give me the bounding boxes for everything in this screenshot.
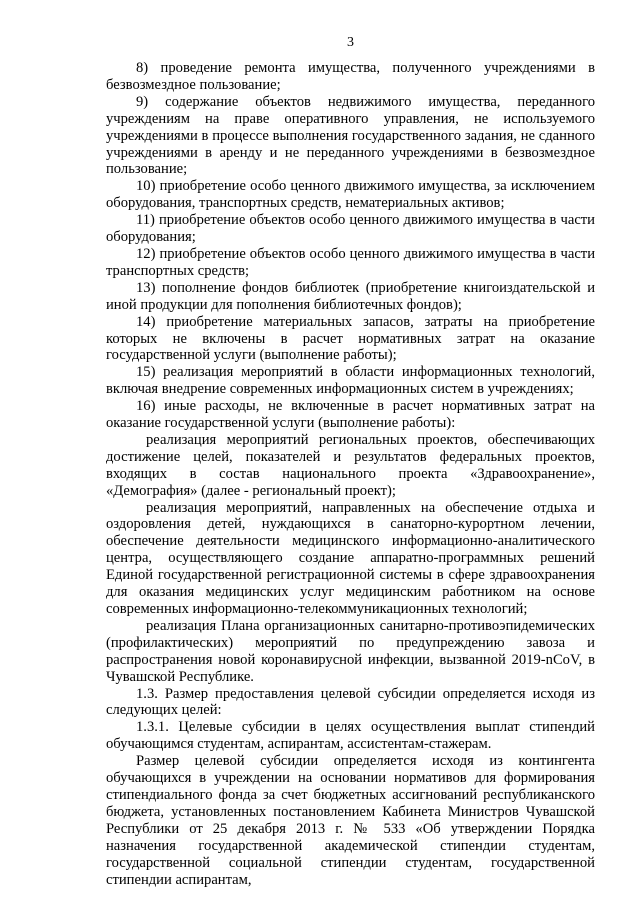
paragraph: 13) пополнение фондов библиотек (приобретение книгоиздательской и иной продукции для пополнения библиотечных фондов); — [106, 279, 595, 313]
paragraph: 1.3. Размер предоставления целевой субсидии определяется исходя из следующих целей: — [106, 685, 595, 719]
paragraph: 1.3.1. Целевые субсидии в целях осуществления выплат стипендий обучающимся студентам, аспирантам, ассистентам-стажерам. — [106, 719, 595, 753]
paragraph: 10) приобретение особо ценного движимого имущества, за исключением оборудования, транспортных средств, нематериальных активов; — [106, 178, 595, 212]
paragraph: 12) приобретение объектов особо ценного движимого имущества в части транспортных средств; — [106, 245, 595, 279]
paragraph: 16) иные расходы, не включенные в расчет нормативных затрат на оказание государственной услуги (выполнение работы): — [106, 398, 595, 432]
paragraph: Размер целевой субсидии определяется исходя из контингента обучающихся в учреждении на основании нормативов для формирования стипендиального фонда за счет бюджетных ассигнований республиканского бюджета, установленных постановлением Кабинета Министров Чувашской Республики от 25 декабря 2013 г. № 533 «Об утверждении Порядка назначения государственной академической стипендии студентам, государственной социальной стипендии студентам, государственной стипендии аспирантам, — [106, 753, 595, 888]
document-body — [106, 60, 595, 888]
paragraph: 8) проведение ремонта имущества, полученного учреждениями в безвозмездное пользование; — [106, 60, 595, 93]
paragraph: 15) реализация мероприятий в области информационных технологий, включая внедрение современных информационных систем в учреждениях; — [106, 364, 595, 398]
paragraph: реализация мероприятий, направленных на обеспечение отдыха и оздоровления детей, нуждающихся в санаторно-курортном лечении, обеспечение деятельности медицинского информационно-аналитического центра, осуществляющего создание аппаратно-программных решений Единой государственной регистрационной системы в сфере здравоохранения для оказания медицинских услуг медицинским работником на основе современных информационно-телекоммуникационных технологий; — [106, 499, 595, 617]
paragraph: реализация Плана организационных санитарно-противоэпидемических (профилактических) мероприятий по предупреждению завоза и распространения новой коронавирусной инфекции, вызванной 2019-nCoV, в Чувашской Республике. — [106, 617, 595, 685]
paragraph: 9) содержание объектов недвижимого имущества, переданного учреждениям на праве оперативного управления, не используемого учреждениями в процессе выполнения государственного задания, не сданного учреждениями в аренду и не переданного учреждениями в безвозмездное пользование; — [106, 93, 595, 178]
page-number: 3 — [347, 35, 354, 50]
paragraph: 11) приобретение объектов особо ценного движимого имущества в части оборудования; — [106, 212, 595, 246]
paragraph: реализация мероприятий региональных проектов, обеспечивающих достижение целей, показателей и результатов федеральных проектов, входящих в состав национального проекта «Здравоохранение», «Демография» (далее - региональный проект); — [106, 431, 595, 499]
paragraph: 14) приобретение материальных запасов, затраты на приобретение которых не включены в расчет нормативных затрат на оказание государственной услуги (выполнение работы); — [106, 313, 595, 364]
